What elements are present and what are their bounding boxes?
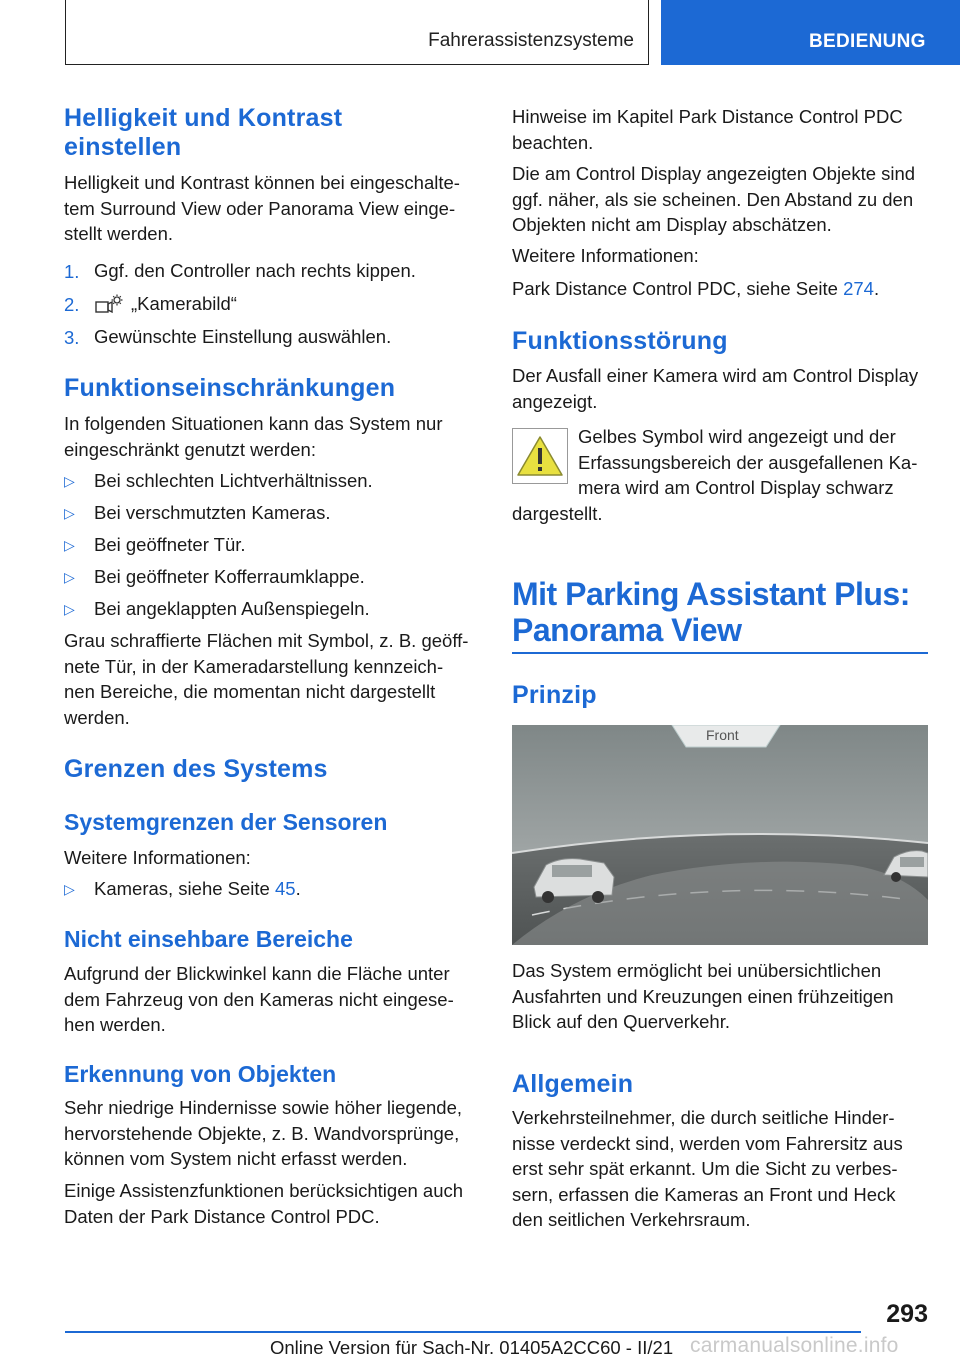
text-line: Helligkeit und Kontrast können bei eingeschalte-	[64, 172, 460, 193]
heading-nicht-einsehbar: Nicht einsehbare Bereiche	[64, 926, 353, 952]
page-number: 293	[886, 1300, 928, 1328]
paragraph-gelbes-symbol	[578, 424, 917, 501]
paragraph-nicht-einsehbar	[64, 961, 454, 1038]
paragraph-grau	[64, 628, 468, 730]
header-section-title: Fahrerassistenzsysteme	[428, 30, 634, 51]
paragraph-erkennung-1	[64, 1095, 462, 1172]
section-rule	[512, 652, 928, 654]
panorama-view-image	[512, 725, 928, 945]
text-line: Das System ermöglicht bei unübersichtlichen	[512, 960, 882, 981]
text-line: Grau schraffierte Flächen mit Symbol, z. B. geöff-	[64, 630, 469, 651]
heading-funktionseinschraenkungen: Funktionseinschränkungen	[64, 374, 396, 402]
footer-rule	[65, 1331, 861, 1333]
heading-helligkeit	[64, 104, 342, 162]
step-number: 1.	[64, 261, 80, 282]
footer-text: Online Version für Sach-Nr. 01405A2CC60 - II/21	[270, 1337, 674, 1358]
text-line: nisse verdeckt sind, werden vom Fahrersitz aus	[512, 1132, 903, 1154]
page-link-274[interactable]: 274	[843, 278, 874, 299]
text-line: hen werden.	[64, 1014, 166, 1035]
bullet-triangle-icon: ▷	[64, 569, 75, 585]
text-line: Einige Assistenzfunktionen berücksichtigen auch	[64, 1180, 464, 1201]
bullet-text: Bei geöffneter Tür.	[94, 534, 246, 555]
bullet-triangle-icon: ▷	[64, 473, 75, 489]
heading-line: Panorama View	[512, 612, 742, 648]
step-number: 2.	[64, 294, 80, 315]
bullet-triangle-icon: ▷	[64, 601, 75, 617]
text-line: Hinweise im Kapitel Park Distance Control PDC	[512, 106, 903, 127]
header-tab	[661, 0, 960, 65]
header-tab-label: BEDIENUNG	[809, 31, 926, 52]
heading-allgemein: Allgemein	[512, 1070, 634, 1098]
text-line: tem Surround View oder Panorama View einge-	[64, 197, 456, 219]
text-line: eingeschränkt genutzt werden:	[64, 438, 316, 460]
text-line: Die am Control Display angezeigten Objekte sind	[512, 163, 916, 184]
text-line: stellt werden.	[64, 223, 173, 244]
text-line: Gelbes Symbol wird angezeigt und der	[578, 426, 896, 447]
heading-funktionsstoerung: Funktionsstörung	[512, 327, 728, 355]
text-line: hervorstehende Objekte, z. B. Wandvorsprünge,	[64, 1122, 460, 1144]
paragraph-dargestellt: dargestellt.	[512, 503, 603, 524]
paragraph-control-display	[512, 161, 915, 238]
text-line: Aufgrund der Blickwinkel kann die Fläche unter	[64, 963, 450, 984]
text-line: Blick auf den Querverkehr.	[512, 1011, 730, 1032]
text-line: erst sehr spät erkannt. Um die Sicht zu verbes-	[512, 1158, 898, 1179]
text-line: beachten.	[512, 131, 594, 153]
bullet-triangle-icon: ▷	[64, 881, 75, 897]
text-run: .	[873, 278, 880, 299]
paragraph-funktionseinschraenkungen	[64, 411, 442, 462]
paragraph-pdc-reference	[512, 276, 879, 302]
bullet-text: Bei verschmutzten Kameras.	[94, 502, 331, 523]
step-number: 3.	[64, 327, 80, 348]
heading-grenzen: Grenzen des Systems	[64, 755, 328, 783]
warning-triangle-icon	[512, 428, 568, 484]
text-line: nete Tür, in der Kameradarstellung kennzeich-	[64, 655, 444, 677]
car-left	[534, 859, 614, 903]
step-text: „Kamerabild“	[131, 293, 237, 314]
bullet-text	[94, 876, 301, 902]
image-front-label: Front	[706, 727, 739, 743]
text-line: dem Fahrzeug von den Kameras nicht eingese-	[64, 988, 454, 1010]
text-line: In folgenden Situationen kann das System nur	[64, 413, 443, 434]
step-text: Gewünschte Einstellung auswählen.	[94, 326, 392, 347]
text-line: Daten der Park Distance Control PDC.	[64, 1205, 380, 1227]
text-run: Park Distance Control PDC, siehe Seite	[512, 278, 844, 299]
bullet-text: Bei geöffneter Kofferraumklappe.	[94, 566, 365, 587]
paragraph-prinzip	[512, 958, 894, 1035]
text-run: Kameras, siehe Seite	[94, 878, 275, 899]
paragraph-funktionsstoerung	[512, 363, 918, 414]
text-line: den seitlichen Verkehrsraum.	[512, 1209, 751, 1230]
watermark: carmanualsonline.info	[690, 1334, 899, 1357]
paragraph-weitere: Weitere Informationen:	[512, 245, 699, 266]
text-line: nen Bereiche, die momentan nicht dargestellt	[64, 681, 436, 702]
text-line: ggf. näher, als sie scheinen. Den Abstand zu den	[512, 188, 914, 210]
text-line: Der Ausfall einer Kamera wird am Control Display	[512, 365, 919, 386]
text-line: mera wird am Control Display schwarz	[578, 477, 894, 498]
step-text: Ggf. den Controller nach rechts kippen.	[94, 260, 416, 281]
paragraph-erkennung-2	[64, 1178, 463, 1229]
text-line: Ausfahrten und Kreuzungen einen frühzeitigen	[512, 985, 894, 1007]
heading-line: Mit Parking Assistant Plus:	[512, 576, 910, 612]
camera-settings-icon	[94, 293, 124, 317]
text-line: werden.	[64, 706, 130, 728]
paragraph-hinweise	[512, 104, 903, 155]
text-line: angezeigt.	[512, 390, 598, 412]
heading-line: Helligkeit und Kontrast	[64, 104, 343, 132]
text-line: Sehr niedrige Hindernisse sowie höher liegende,	[64, 1097, 462, 1118]
page-link-45[interactable]: 45	[274, 878, 296, 899]
text-line: können vom System nicht erfasst werden.	[64, 1148, 408, 1169]
heading-prinzip: Prinzip	[512, 681, 597, 709]
bullet-triangle-icon: ▷	[64, 505, 75, 521]
heading-erkennung: Erkennung von Objekten	[64, 1061, 337, 1087]
text-line: Erfassungsbereich der ausgefallenen Ka-	[578, 451, 918, 473]
heading-systemgrenzen: Systemgrenzen der Sensoren	[64, 809, 388, 835]
bullet-triangle-icon: ▷	[64, 537, 75, 553]
bullet-text: Bei angeklappten Außenspiegeln.	[94, 598, 370, 619]
paragraph-helligkeit	[64, 170, 460, 247]
text-line: Verkehrsteilnehmer, die durch seitliche Hinder-	[512, 1107, 895, 1128]
bullet-text: Bei schlechten Lichtverhältnissen.	[94, 470, 373, 491]
text-run: .	[295, 878, 301, 899]
header-section-box	[65, 0, 649, 65]
text-line: Objekten nicht am Display abschätzen.	[512, 214, 832, 235]
text-line: sern, erfassen die Kameras an Front und Heck	[512, 1183, 896, 1205]
paragraph-allgemein	[512, 1105, 903, 1233]
paragraph-weitere: Weitere Informationen:	[64, 847, 251, 868]
heading-parking-assistant	[512, 576, 910, 648]
heading-line: einstellen	[64, 133, 182, 161]
